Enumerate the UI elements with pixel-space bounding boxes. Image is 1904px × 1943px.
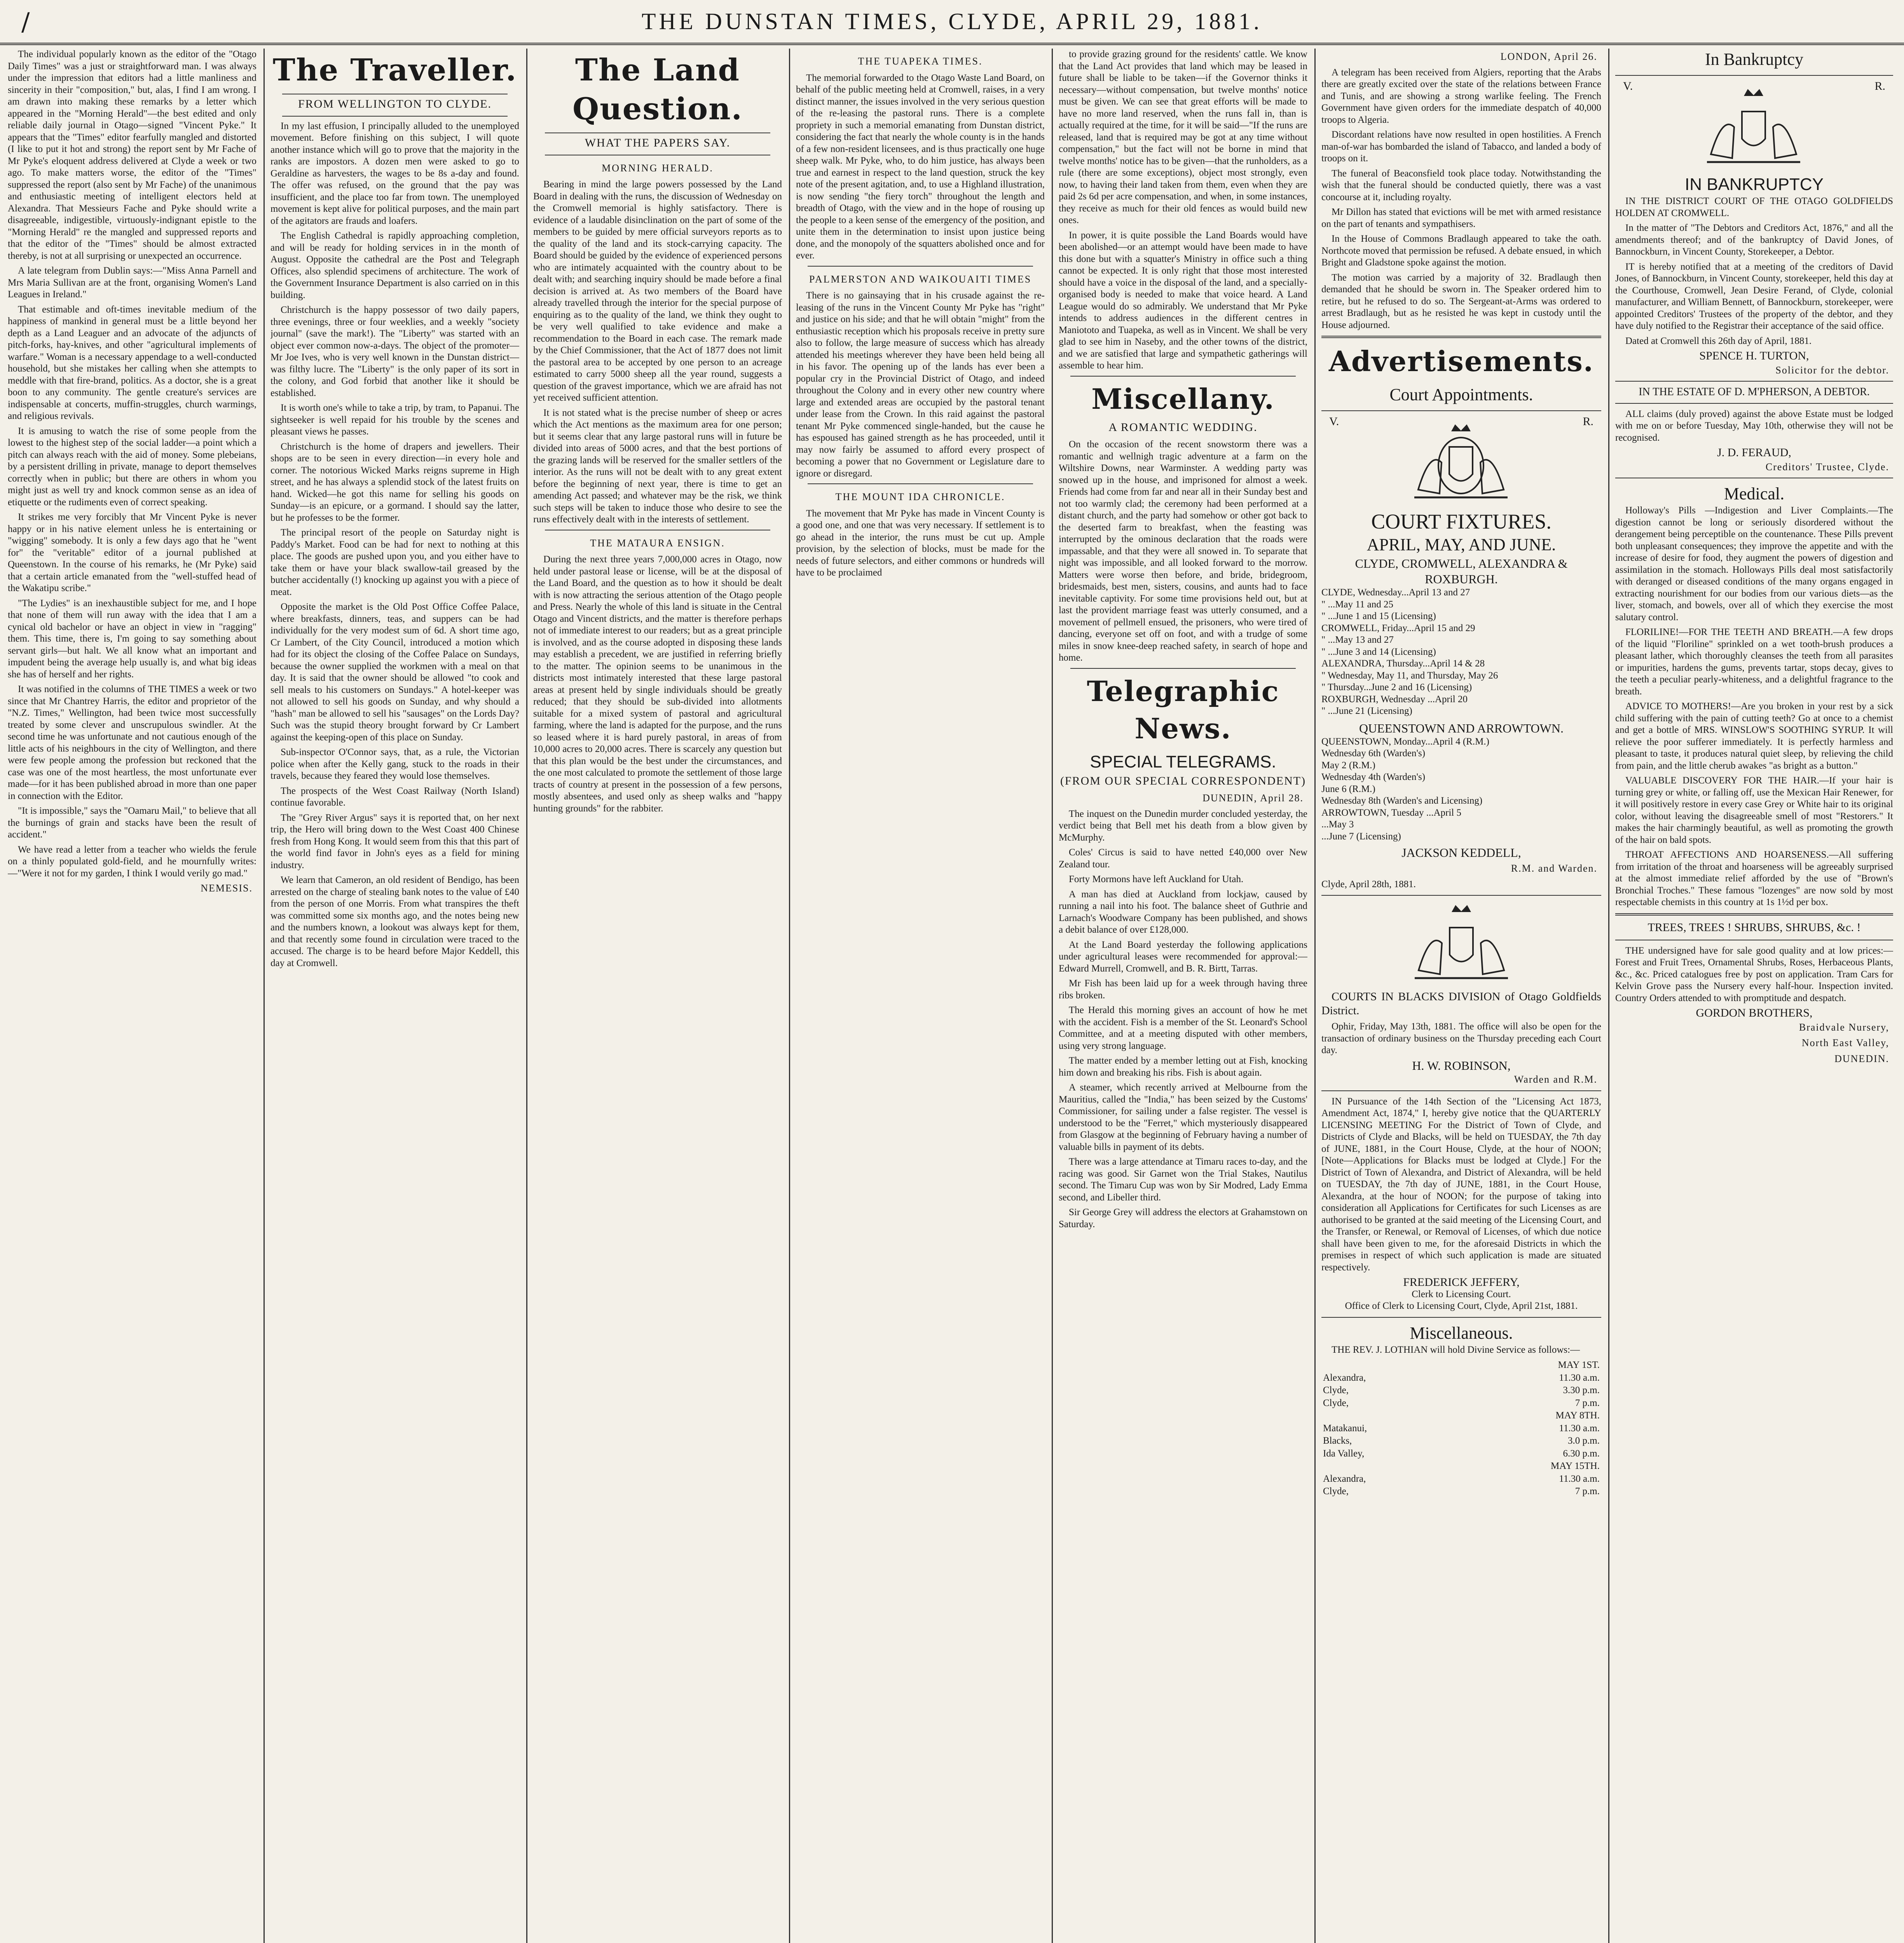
list-item: " ...June 3 and 14 (Licensing) xyxy=(1321,646,1436,657)
article-paragraph: At the Land Board yesterday the following applications under agricultural leases were recommended for approval:—Edward Murrell, Cromwell, and B. R. Birtt, Tarras. xyxy=(1059,939,1307,974)
list-item: May 2 (R.M.) xyxy=(1321,760,1375,771)
article-paragraph: Opposite the market is the Old Post Office Coffee Palace, where breakfasts, dinners, teas, and suppers can be had individually for the very modest sum of 6d. A short time ago, Cr Lambert, of the City Council, introduced a motion which had for its object the closing of the Coffee Palace on Sundays, because the owner supplied the workmen with a meal on that day. It is said that the owner should be allowed "to cook and sell meals to his customers on Sundays." A hotel-keeper was not allowed to sell his goods on Sunday, and why should a "hash" man be allowed to sell his "sausages" on the Lords Day? Such was the stupid theory brought forward by Cr Lambert against the keeping-open of this place on Sunday. xyxy=(271,602,519,743)
jeffery-role: Clerk to Licensing Court. xyxy=(1412,1289,1511,1299)
newspaper-title: THE DUNSTAN TIMES, CLYDE, APRIL 29, 1881. xyxy=(641,8,1263,34)
bankruptcy-heading: In Bankruptcy xyxy=(1705,50,1803,69)
article-paragraph: The principal resort of the people on Saturday night is Paddy's Market. Food can be had for next to nothing at this place. The goods are pushed upon you, and you either have to take them or have your black swallow-tail greased by the butcher accidentally (!) knocking up against you with a piece of meat. xyxy=(271,527,519,597)
service-time: 7 p.m. xyxy=(1575,1397,1600,1408)
feraud-name: J. D. FERAUD, xyxy=(1717,446,1791,459)
service-place: Alexandra, xyxy=(1323,1372,1366,1383)
ensign-paragraphs xyxy=(533,554,782,815)
keddell-name: JACKSON KEDDELL, xyxy=(1401,846,1521,860)
in-bankruptcy-title: IN BANKRUPTCY xyxy=(1685,175,1824,194)
column-6-cables-court xyxy=(1321,49,1601,1943)
article-paragraph: to provide grazing ground for the residents' cattle. We know that the Land Act provides that land which may be leased in future shall be liable to be taken—if the Governor thinks it necessary—without compensation, but twelve months' notice must be given. We can see that great efforts will be made to have no more land reserved, when the runs fall in, than is actually required at the time, for it will be said—"If the runs are released, land that is required may be got at any time without compensation," but the fact will not be borne in mind that twelve months' notice has to be given—that the runholders, as a rule (there are some exceptions), object most strongly, even now, to having their land taken from them, even when they are paid 2s 6d per acre compensation, and when, in some instances, they receive as much for their old fences as would build new ones. xyxy=(1059,49,1307,225)
list-item: " ...June 21 (Licensing) xyxy=(1321,706,1412,716)
court-fixtures-title: COURT FIXTURES. xyxy=(1371,510,1551,533)
medical-paragraphs xyxy=(1615,505,1893,909)
bankruptcy-court: IN THE DISTRICT COURT OF THE OTAGO GOLDFIELDS HOLDEN AT CROMWELL. xyxy=(1615,196,1893,218)
column-rule xyxy=(526,49,527,1943)
misc-paragraphs xyxy=(1059,439,1307,664)
service-row xyxy=(1321,1359,1601,1372)
traveller-subtitle: FROM WELLINGTON TO CLYDE. xyxy=(298,98,492,110)
service-place: Clyde, xyxy=(1323,1385,1349,1395)
service-row xyxy=(1321,1485,1601,1498)
article-paragraph: It is amusing to watch the rise of some people from the lowest to the highest step of the social ladder—a point which a pitch can always reach with the aid of money. Some plebeians, by a persistent drilling in private, manage to deport themselves correctly when in public; but there are others in whom you might just as well try and knock common sense as an idea of etiquette or the rudiments even of correct speaking. xyxy=(8,426,257,508)
telegraphic-news-title: Telegraphic News. xyxy=(1087,674,1279,745)
article-paragraph: It is not stated what is the precise number of sheep or acres which the Act mentions as the maximum area for one person; but it seems clear that any large pastoral runs will in future be divided into areas of 5000 acres, and that the best portions of the grazing lands will be reserved for the smaller settlers of the interior. As the runs will not be dealt with to any great extent before the beginning of next year, there is time to get an amending Act passed; and whatever may be the risk, we think such steps will be taken to induce those who desire to see the runs effectively dealt with in the interests of settlement. xyxy=(533,407,782,525)
service-time: MAY 1ST. xyxy=(1558,1360,1600,1370)
service-time: 6.30 p.m. xyxy=(1563,1448,1600,1459)
service-place: Ida Valley, xyxy=(1323,1448,1365,1459)
article-paragraph: Sir George Grey will address the electors at Grahamstown on Saturday. xyxy=(1059,1207,1307,1230)
article-paragraph: The English Cathedral is rapidly approaching completion, and will be ready for holding services in in the month of August. Opposite the cathedral are the Post and Telegraph Offices, also splendid specimens of architecture. The work of the Government Insurance Department is also carried on in this building. xyxy=(271,230,519,300)
article-paragraph: Mr Fish has been laid up for a week through having three ribs broken. xyxy=(1059,978,1307,1001)
article-paragraph: The "Grey River Argus" says it is reported that, on her next trip, the Hero will bring down to the West Coast 400 Chinese fresh from Hong Kong. It would seem from this that this part of the world find favor in John's eyes as a field for mining industry. xyxy=(271,812,519,870)
miscellaneous-heading: Miscellaneous. xyxy=(1410,1323,1513,1343)
turton-role: Solicitor for the debtor. xyxy=(1775,364,1889,376)
land-question-title: The Land Question. xyxy=(572,52,743,127)
service-row xyxy=(1321,1384,1601,1397)
service-time: 11.30 a.m. xyxy=(1559,1473,1600,1484)
special-telegrams-heading: SPECIAL TELEGRAMS. xyxy=(1090,752,1276,771)
robinson-role: Warden and R.M. xyxy=(1514,1074,1597,1085)
article-paragraph: A steamer, which recently arrived at Melbourne from the Mauritius, called the "India," has been seized by the Customs' Commissioner, for sailing under a false register. The vessel is understood to be the "Ferret," which mysteriously disappeared from Glasgow at the beginning of February having a number of valuable bills in payment of its debts. xyxy=(1059,1082,1307,1152)
jeffery-name: FREDERICK JEFFERY, xyxy=(1403,1276,1520,1289)
service-time: 7 p.m. xyxy=(1575,1486,1600,1496)
london-dateline: LONDON, April 26. xyxy=(1500,51,1597,62)
service-row xyxy=(1321,1372,1601,1385)
mataura-ensign-heading: THE MATAURA ENSIGN. xyxy=(590,537,725,549)
service-time: MAY 8TH. xyxy=(1555,1410,1600,1421)
gordon-brothers-name: GORDON BROTHERS, xyxy=(1696,1006,1813,1019)
service-row xyxy=(1321,1397,1601,1410)
service-time: 11.30 a.m. xyxy=(1559,1372,1600,1383)
article-paragraph: Forty Mormons have left Auckland for Utah. xyxy=(1069,874,1244,884)
romantic-wedding-heading: A ROMANTIC WEDDING. xyxy=(1108,420,1258,434)
queenstown-list xyxy=(1321,736,1601,843)
article-paragraph: THROAT AFFECTIONS AND HOARSENESS.—All suffering from irritation of the throat and hoarseness will be agreeably surprised at the almost immediate relief afforded by the use of "Brown's Bronchial Troches." These famous "lozenges" are now sold by most respectable chemists in this country at 1s 1½d per box. xyxy=(1615,849,1893,907)
list-item: " Wednesday, May 11, and Thursday, May 26 xyxy=(1321,670,1498,681)
article-paragraph: "The Lydies" is an inexhaustible subject for me, and I hope that none of them will run away with the idea that I am a cynical old bachelor or have an object in view in "ragging" them. This time, there is, I'm going to say something about servant girls—but halt. We all know what an important and impudent being the average help usually is, and what big ideas she has of herself and her rights. xyxy=(8,598,257,680)
article-paragraph: Mr Dillon has stated that evictions will be met with armed resistance on the part of tenants and sympathisers. xyxy=(1321,207,1601,229)
col2-paragraphs xyxy=(271,120,519,970)
list-item: ...June 7 (Licensing) xyxy=(1321,831,1401,842)
article-paragraph: A man has died at Auckland from lockjaw, caused by running a nail into his foot. The balance sheet of Guthrie and Larnach's Woodware Company has been published, and shows a debit balance of over £128,000. xyxy=(1059,889,1307,935)
list-item: ALEXANDRA, Thursday...April 14 & 28 xyxy=(1321,658,1485,669)
service-place: Clyde, xyxy=(1323,1486,1349,1496)
article-paragraph: The prospects of the West Coast Railway (North Island) continue favorable. xyxy=(271,785,519,808)
article-paragraph: Discordant relations have now resulted in open hostilities. A French man-of-war has bombarded the island of Tabacco, and landed a body of troops on it. xyxy=(1321,129,1601,164)
list-item: " ...May 11 and 25 xyxy=(1321,599,1393,610)
list-item: QUEENSTOWN, Monday...April 4 (R.M.) xyxy=(1321,736,1489,747)
service-place xyxy=(1321,1460,1454,1473)
article-paragraph: Sub-inspector O'Connor says, that, as a rule, the Victorian police when after the Kelly gang, stuck to the roads in their travels, because they feared they would lose themselves. xyxy=(271,747,519,781)
article-paragraph: VALUABLE DISCOVERY FOR THE HAIR.—If your hair is turning grey or white, or falling off, use the Mexican Hair Renewer, for it will positively restore in every case Grey or White hair to its original color, without leaving the disagreeable smell of most "Restorers." It makes the hair charmingly beautiful, as well as promoting the growth of the hair on bald spots. xyxy=(1615,775,1893,845)
robinson-name: H. W. ROBINSON, xyxy=(1412,1058,1511,1073)
article-paragraph: The motion was carried by a majority of 32. Bradlaugh then demanded that he should be sworn in. The Speaker ordered him to retire, but he refused to do so. The Sergeant-at-Arms was ordered to arrest Bradlaugh, but as he resisted he was kept in custody until the House adjourned. xyxy=(1321,272,1601,330)
service-row xyxy=(1321,1448,1601,1460)
article-paragraph: We learn that Cameron, an old resident of Bendigo, has been arrested on the charge of stealing bank notes to the value of £40 from the person of one Morris. From what transpires the theft was committed some six months ago, and the notes being new and the numbers known, a lookout was always kept for them, and that recently some found in circulation were traced to the accused. The charge is to be heard before Major Keddell, this day at Cromwell. xyxy=(271,875,519,968)
bankruptcy-notice: IT is hereby notified that at a meeting of the creditors of David Jones, of Bannockburn, in Vincent County, storekeeper, held this day at the Courthouse, Cromwell, Jean Desire Ferand, of Clyde, colonial manufacturer, and William Bennett, of Bannockburn, storekeeper, were appointed Creditors' Trustees of the property of the debtor, and they have duly notified to the Registrar their acceptance of the said office. xyxy=(1615,261,1893,331)
service-place xyxy=(1321,1359,1454,1372)
article-paragraph: Coles' Circus is said to have netted £40,000 over New Zealand tour. xyxy=(1059,847,1307,870)
article-paragraph: Christchurch is the happy possessor of two daily papers, three evenings, three or four weeklies, and a weekly "society journal" (save the mark!). The "Liberty" was started with an object ever common now-a-days. The object of the promoter—Mr Joe Ives, who is very well known in the Dunstan district—was filthy lucre. The "Liberty" is the only paper of its sort in the colony, and God forbid that another like it should be established. xyxy=(271,305,519,398)
nursery-address-3: DUNEDIN. xyxy=(1834,1053,1889,1064)
column-1-editorial xyxy=(8,49,257,1943)
article-paragraph: It strikes me very forcibly that Mr Vincent Pyke is never happy or in his native element unless he is entertaining or "wigging" somebody. It is only a few days ago that he "went for" the "veritable" editor of a journal published at Queenstown. In the course of his remarks, he (Mr Pyke) said that a certain article emanated from the "well-stuffed head of the Wakatipu scribe." xyxy=(8,512,257,593)
service-place: Blacks, xyxy=(1323,1435,1352,1446)
list-item: CROMWELL, Friday...April 15 and 29 xyxy=(1321,623,1475,633)
service-intro: THE REV. J. LOTHIAN will hold Divine Service as follows:— xyxy=(1332,1344,1580,1355)
telegram-paragraphs xyxy=(1059,808,1307,1231)
article-paragraph: ADVICE TO MOTHERS!—Are you broken in your rest by a sick child suffering with the pain of cutting teeth? Go at once to a chemist and get a bottle of MRS. WINSLOW'S SOOTHING SYRUP. It will relieve the poor sufferer immediately. It is perfectly harmless and pleasant to taste, it produces natural quiet sleep, by relieving the child from pain, and the little cherub awakes "as bright as a button." xyxy=(1615,701,1893,771)
article-paragraph: That estimable and oft-times inevitable medium of the happiness of mankind in general must be a little beyond her depth as a Land Leaguer and an advocate of the adjuncts of pitch-forks, hay-knives, and other "agricultural implements of warfare." Woman is a necessary appendage to a well-conducted household, but she mistakes her calling when she attempts to meddle with that fire-brand, politics. As a doctor, she is a great boon to any community. The gentle creature's services are indispensable at concerts, muffin-struggles, church warmings, and religious revivals. xyxy=(8,304,257,421)
herald-paragraphs xyxy=(533,179,782,526)
article-paragraph: The Herald this morning gives an account of how he met with the accident. Fish is a member of the St. Leonard's School Committee, and at a meeting disputed with other members, using very strong language. xyxy=(1059,1005,1307,1051)
court-appointments-heading: Court Appointments. xyxy=(1389,385,1533,404)
palmerston-paragraphs xyxy=(796,290,1045,480)
medical-heading: Medical. xyxy=(1724,484,1785,503)
article-paragraph: We have read a letter from a teacher who wields the ferule on a thinly populated gold-field, and he mournfully writes:—"Were it not for my garden, I think I would verily go mad." xyxy=(8,844,257,879)
article-paragraph: The memorial forwarded to the Otago Waste Land Board, on behalf of the public meeting held at Cromwell, raises, in a very distinct manner, the issues involved in the very serious question of the re-leasing the pastoral runs. There is a complete propriety in such a memorial emanating from Dunstan district, considering the fact that nearly the whole county is in the hands of a few non-resident licensees, and is thus practically one huge sheep walk. Mr Pyke, who, to do him justice, has always been true and earnest in respect to the land question, struck the key note of the present agitation, and, to use a Highland illustration, is now sending "the fiery torch" throughout the length and breadth of Otago, with the view and in the hope of rousing up the people to a keen sense of the emergency of the position, and unite them in the determination to insist upon justice being done, and the monopoly of the squatters abolished once and for ever. xyxy=(796,72,1045,261)
article-paragraph: In the House of Commons Bradlaugh appeared to take the oath. Northcote moved that permission be refused. A debate ensued, in which Bright and Gladstone spoke against the motion. xyxy=(1321,234,1601,268)
feraud-role: Creditors' Trustee, Clyde. xyxy=(1765,461,1889,473)
miscellany-title: Miscellany. xyxy=(1091,382,1275,415)
column-4-press-extracts xyxy=(796,49,1045,1943)
service-place xyxy=(1321,1409,1454,1422)
service-row xyxy=(1321,1435,1601,1448)
masthead xyxy=(0,0,1904,45)
palmerston-times-heading: PALMERSTON AND WAIKOUAITI TIMES xyxy=(809,273,1032,285)
blacks-division-text: Ophir, Friday, May 13th, 1881. The office will also be open for the transaction of ordinary business on the Thursday preceding each Court day. xyxy=(1321,1021,1601,1055)
list-item: Wednesday 4th (Warden's) xyxy=(1321,772,1426,782)
nursery-address-1: Braidvale Nursery, xyxy=(1799,1021,1889,1033)
list-item: " Thursday...June 2 and 16 (Licensing) xyxy=(1321,682,1472,692)
traveller-title: The Traveller. xyxy=(272,52,517,88)
service-row xyxy=(1321,1409,1601,1422)
article-paragraph: Christchurch is the home of drapers and jewellers. Their shops are to be seen in every direction—in every hole and corner. The notorious Wicked Marks reigns supreme in High street, and he has always a splendid stock of the latest fruits on hand. Wicked—he got this name for selling his goods on Sunday—is an epicure, or a gormand. I should say the latter, but he professes to be the former. xyxy=(271,441,519,523)
correspondent-note: (FROM OUR SPECIAL CORRESPONDENT) xyxy=(1060,774,1306,787)
service-place: Matakanui, xyxy=(1323,1423,1367,1434)
col5-paragraphs xyxy=(1059,49,1307,372)
crest-v: V. xyxy=(1329,415,1339,428)
blacks-division-title: COURTS IN BLACKS DIVISION of Otago Goldfields District. xyxy=(1321,990,1601,1017)
article-paragraph: The inquest on the Dunedin murder concluded yesterday, the verdict being that Bell met his death from a blow given by McMurphy. xyxy=(1059,808,1307,843)
licensing-notice: IN Pursuance of the 14th Section of the "Licensing Act 1873, Amendment Act, 1874," I, hereby give notice that the QUARTERLY LICENSING MEETING For the District of Town of Clyde, and Districts of Clyde and Blacks, will be held on TUESDAY, the 7th day of JUNE, 1881, in the Court House, Clyde, at the hour of NOON; [Note—Applications for Blacks must be lodged at Clyde.] For the District of Town of Alexandra, and District of Alexandra, will be held on TUESDAY, the 7th day of JUNE, 1881, in the Court House, Alexandra, at the hour of NOON; for the purpose of taking into consideration all Applications for Certificates for such Licenses as are authorised to be granted at the said meeting of the Licensing Court, and the Transfer, or Renewal, or Removal of Licenses, of which due notice shall have been given to me, for the aforesaid Districts in which the premises in respect of which such application is made are situated respectively. xyxy=(1321,1096,1601,1273)
article-paragraph: "It is impossible," says the "Oamaru Mail," to believe that all the burnings of grain and stacks have been the result of accident." xyxy=(8,806,257,840)
estate-heading: IN THE ESTATE OF D. M'PHERSON, A DEBTOR. xyxy=(1639,386,1870,398)
service-place: Alexandra, xyxy=(1323,1473,1366,1484)
nursery-address-2: North East Valley, xyxy=(1801,1037,1889,1048)
crest-r: R. xyxy=(1583,415,1593,428)
bankruptcy-dated: Dated at Cromwell this 26th day of April, 1881. xyxy=(1625,335,1812,346)
service-table xyxy=(1321,1359,1601,1498)
article-paragraph: Bearing in mind the large powers possessed by the Land Board in dealing with the runs, the discussion of Wednesday on the Cromwell memorial is highly satisfactory. There is evidence of a laudable disinclination on the part of some of the members to be guided by mere official surveyors reports as to the quality of the land and its stock-carrying capacity. The Board should be guided by the evidence of experienced persons who are intimately acquainted with the country about to be dealt with; and searching inquiry should be made before a final decision is arrived at. As two members of the Board have already travelled through the interior for the special purpose of enquiring as to the quality of the land, we think they ought to be very well qualified to take evidence and make a recommendation to the Board in each case. The remark made by the Chief Commissioner, that the Act of 1877 does not limit the pastoral area to be accepted by one person to an acreage estimated to carry 5000 sheep all the year round, suggests a question of the gravest importance, which we are afraid has not yet received sufficient attention. xyxy=(533,179,782,403)
article-paragraph: In my last effusion, I principally alluded to the unemployed movement. Before finishing on this subject, I will quote another instance which will go to prove that the majority in the ranks are impostors. A dozen men were asked to go to Geraldine as harvesters, the wages to be 8s a-day and found. The offer was refused, on the ground that the pay was insufficient, and the place too far from town. The unemployed movement is kept alive for political purposes, and the main part of the agitators are frauds and loafers. xyxy=(271,120,519,226)
royal-coat-of-arms-icon xyxy=(1680,84,1827,170)
list-item: ...May 3 xyxy=(1321,819,1354,830)
keddell-date: Clyde, April 28th, 1881. xyxy=(1321,879,1416,890)
article-paragraph: On the occasion of the recent snowstorm there was a romantic and wellnigh tragic adventure at a farm on the Wiltshire Downs, near Warminster. A wedding party was snowed up in the house, and imprisoned for almost a week. Friends had come from far and near all in their Sunday best and not too warmly clad; the ceremony had been performed at a distant church, and the party had somehow or other got back to the deserted farm to breakfast, when the feasting was interrupted by the ominous declaration that the roads were impassable, and that they were all snowed in. To separate that night was impossible, and all looked forward to the morrow. Matters were worse then before, and bride, bridegroom, bridesmaids, best men, sisters, cousins, and aunts had to face inevitable captivity. For some time provisions held out, but at last the provident marriage feast was utterly consumed, and a movement of pellmell ensued, the prisoners, who were tired of dancing, everyone set off on foot, and with a trudge of some miles in snow knee-deep reached safety, in search of hope and home. xyxy=(1059,439,1307,663)
article-paragraph: It is worth one's while to take a trip, by tram, to Papanui. The sightseeker is well repaid for his trouble by the scenes and pleasant views he passes. xyxy=(271,403,519,437)
article-paragraph: The movement that Mr Pyke has made in Vincent County is a good one, and one that was very necessary. If settlement is to go ahead in the interior, the runs must be cut up. Ample provision, by the selection of blocks, must be made for the needs of future selectors, and either commons or hundreds will have to be proclaimed xyxy=(796,508,1045,578)
column-7-bankruptcy-medical xyxy=(1615,49,1893,1943)
article-paragraph: The funeral of Beaconsfield took place today. Notwithstanding the wish that the funeral should be conducted quietly, there was a vast concourse at it, including royalty. xyxy=(1321,168,1601,202)
list-item: ARROWTOWN, Tuesday ...April 5 xyxy=(1321,807,1461,818)
queenstown-heading: QUEENSTOWN AND ARROWTOWN. xyxy=(1359,721,1564,735)
article-paragraph: A late telegram from Dublin says:—"Miss Anna Parnell and Mrs Maria Sullivan are at the front, organising Women's Land Leagues in Ireland." xyxy=(8,265,257,300)
col1-paragraphs xyxy=(8,49,257,879)
column-3-land-question xyxy=(533,49,782,1943)
estate-notice: ALL claims (duly proved) against the above Estate must be lodged with me on or before Tuesday, May 10th, otherwise they will not be recognised. xyxy=(1615,408,1893,443)
royal-coat-of-arms-icon xyxy=(1387,420,1535,505)
bankruptcy-matter: In the matter of "The Debtors and Creditors Act, 1876," and all the amendments thereof; and of the bankruptcy of David Jones, of Bannockburn, in Vincent County, Storekeeper, a Debtor. xyxy=(1615,223,1893,257)
article-paragraph: There is no gainsaying that in his crusade against the re-leasing of the runs in the Vincent County Mr Pyke has "right" and justice on his side; and that he will obtain "might" from the enthusiastic reception which his proposals receive in pretty sure also to follow, the large measure of success which has already attended his meetings wherever they have been held being all in his favor. The opening up of the lands has ever been a popular cry in the Provincial District of Otago, and indeed throughout the Colony and in every other new country where large and extended areas are occupied by the pastoral tenant under lease from the Crown. In this raid against the pastoral tenant Mr Pyke commenced single-handed, but the cause he has espoused has gained strength as he has proceeded, until it may now fairly be assumed to afford every prospect of becoming a power that no Government or Legislature dare to ignore or disregard. xyxy=(796,290,1045,479)
service-place: Clyde, xyxy=(1323,1397,1349,1408)
service-time: 3.0 p.m. xyxy=(1568,1435,1600,1446)
cable-paragraphs xyxy=(1321,67,1601,331)
column-rule xyxy=(789,49,790,1943)
service-time: 3.30 p.m. xyxy=(1563,1385,1600,1395)
dunedin-dateline: DUNEDIN, April 28. xyxy=(1202,792,1304,804)
morning-herald-heading: MORNING HERALD. xyxy=(602,162,714,174)
column-rule xyxy=(1052,49,1053,1943)
service-row xyxy=(1321,1422,1601,1435)
article-paragraph: A telegram has been received from Algiers, reporting that the Arabs there are greatly excited over the state of the relations between France and Tunis, and are showing a strong warlike feeling. The French Government have given orders for the immediate despatch of 40,000 troops to Algeria. xyxy=(1321,67,1601,125)
list-item: " ...May 13 and 27 xyxy=(1321,635,1394,645)
land-question-subtitle: WHAT THE PAPERS SAY. xyxy=(585,136,731,149)
court-fixtures-subtitle: APRIL, MAY, AND JUNE. xyxy=(1366,535,1556,554)
article-paragraph: Holloway's Pills —Indigestion and Liver Complaints.—The digestion cannot be long or seriously disordered without the derangement being perceptible on the countenance. These Pills prevent both unpleasant consequences; they improve the appetite and with the increase of desire for food, they augment the powers of digestion and assimilation in the stomach. Holloways Pills deal most satisfactorily with deranged or diseased conditions of the many organs engaged in extracting nourishment for our bodies from our various diets—as the liver, stomach, and bowels, over all of which they exercise the most salutary control. xyxy=(1615,505,1893,623)
page-columns xyxy=(0,49,1904,1943)
trees-notice: THE undersigned have for sale good quality and at low prices:— Forest and Fruit Trees, Ornamental Shrubs, Roses, Herbaceous Plants, &c., &c. Priced catalogues free by post on application. Tram Cars for Kelvin Grove pass the Nursery every half-hour. Inspection invited. Country Orders attended to with promptitude and despatch. xyxy=(1615,945,1893,1003)
mount-ida-heading: THE MOUNT IDA CHRONICLE. xyxy=(835,491,1005,502)
column-5-misc-telegraphic xyxy=(1059,49,1307,1943)
keddell-role: R.M. and Warden. xyxy=(1511,863,1597,874)
jeffery-office: Office of Clerk to Licensing Court, Clyde, April 21st, 1881. xyxy=(1345,1301,1578,1311)
royal-coat-of-arms-icon xyxy=(1387,900,1535,986)
service-row xyxy=(1321,1473,1601,1486)
article-paragraph: It was notified in the columns of THE TIMES a week or two since that Mr Chantrey Harris, the editor and proprietor of the "N.Z. Times," Wellington, had been twice most successfully treated by some clever and unscrupulous swindler. At the second time he was unfortunate and not cautious enough of the little acts of his neighbours in the city of Wellington, and there were few people among the profession but reckoned that the case was one of the most heartless, the most unfortunate ever made—for it has been published abroad in more than one paper in connection with the Editor. xyxy=(8,684,257,801)
nemesis-signature: NEMESIS. xyxy=(201,883,253,894)
list-item: ROXBURGH, Wednesday ...April 20 xyxy=(1321,694,1468,705)
article-paragraph: FLORILINE!—FOR THE TEETH AND BREATH.—A few drops of the liquid "Floriline" sprinkled on a wet tooth-brush produces a pleasant lather, which thoroughly cleanses the teeth from all parasites or impurities, hardens the gums, prevents tartar, stops decay, gives to the teeth a peculiar pearly-whiteness, and a delightful fragrance to the breath. xyxy=(1615,627,1893,697)
article-paragraph: The matter ended by a member letting out at Fish, knocking him down and breaking his ribs. Fish is about again. xyxy=(1059,1055,1307,1078)
fixtures-list xyxy=(1321,587,1601,717)
service-row xyxy=(1321,1460,1601,1473)
column-rule xyxy=(264,49,265,1943)
column-2-traveller xyxy=(271,49,519,1943)
trees-heading: TREES, TREES ! SHRUBS, SHRUBS, &c. ! xyxy=(1647,921,1861,934)
list-item: June 6 (R.M.) xyxy=(1321,783,1375,794)
list-item: CLYDE, Wednesday...April 13 and 27 xyxy=(1321,587,1470,598)
mount-ida-paragraphs xyxy=(796,508,1045,579)
court-fixtures-places: CLYDE, CROMWELL, ALEXANDRA & ROXBURGH. xyxy=(1355,556,1568,586)
column-rule xyxy=(1314,49,1316,1943)
tuapeka-times-heading: THE TUAPEKA TIMES. xyxy=(858,56,983,67)
service-time: 11.30 a.m. xyxy=(1559,1423,1600,1434)
list-item: Wednesday 8th (Warden's and Licensing) xyxy=(1321,795,1483,806)
article-paragraph: The individual popularly known as the editor of the "Otago Daily Times" was a just or straightforward man. I was always under the impression that editors had a little manliness and sincerity in their "composition," but, alas, I find I am wrong. I am drawn into making these remarks by a letter which appeared in the "Morning Herald"—the best edited and only reliable daily journal in Otago—signed "Vincent Pyke." It appears that the "Times" editor fearfully mangled and distorted (I like to put it hot and strong) the report sent by Mr Fache of Mr Pyke's eloquent address delivered at Clyde a week or two ago. To make matters worse, the editor of the "Times" suppressed the report (also sent by Mr Fache) of the unanimous and enthusiastic meeting of intelligent electors held at Alexandra. That Messieurs Fache and Pyke should write a disagreeable, indigestible, virtuously-indignant epistle to the "Morning Herald" re the mangled and suppressed reports and that the editor of the "Times" should be almost extracted thereby, is not at all surprising or unexpected an occurrence. xyxy=(8,49,257,261)
article-paragraph: In power, it is quite possible the Land Boards would have been abolished—or an attempt would have been made to have this done but with a squatter's Ministry in office such a thing cannot be expected. It is only right that those most interested should have a voice in the disposal of the land, and a specially-organised body is needed to make that voice heard. A Land League would do so admirably. We understand that Mr Pyke intends to address audiences in the different centres in Maniototo and Tuapeka, as well as in Vincent. We shall be very glad to see him in Naseby, and the other towns of the district, and we are satisfied that large and sympathetic gatherings will assemble to hear him. xyxy=(1059,230,1307,371)
advertisements-title: Advertisements. xyxy=(1329,345,1594,378)
bankruptcy-crest-r: R. xyxy=(1874,80,1885,92)
corner-mark: / xyxy=(21,8,30,37)
column-rule xyxy=(1608,49,1609,1943)
tuapeka-paragraphs xyxy=(796,72,1045,262)
list-item: " ...June 1 and 15 (Licensing) xyxy=(1321,611,1436,621)
turton-name: SPENCE H. TURTON, xyxy=(1699,349,1809,362)
service-time: MAY 15TH. xyxy=(1551,1461,1600,1471)
article-paragraph: There was a large attendance at Timaru races to-day, and the racing was good. Sir Garnet won the Trial Stakes, Nautilus second. The Timaru Cup was won by Sir Modred, Lady Emma second, and Libeller third. xyxy=(1059,1156,1307,1203)
bankruptcy-crest-v: V. xyxy=(1623,80,1633,92)
article-paragraph: During the next three years 7,000,000 acres in Otago, now held under pastoral lease or license, will be at the disposal of the Land Board, and the question as to how it should be dealt with is now attracting the serious attention of the Otago people and Press. Nearly the whole of this land is situate in the Central Otago and Vincent districts, and the matter is therefore perhaps not of immediate interest to our readers; but as a great principle is involved, and as the course adopted in disposing these lands may establish a precedent, we are justified in referring briefly to the matter. The opinion seems to be unanimous in the districts most intimately interested that these large pastoral areas at present held by single individuals should be greatly reduced; that they should be sub-divided into allotments suitable for a mixed system of pastoral and agricultural farming, where the land is adapted for the purpose, and the runs so leased where it is hard purely pastoral, in areas of from 10,000 acres to 20,000 acres. There is scarcely any question but that this plan would be the best under the circumstances, and the one most calculated to promote the settlement of those large tracts of country at present in the possession of a few persons, mostly absentees, and used only as sheep walks and "happy hunting grounds" for the rabbiter. xyxy=(533,554,782,814)
list-item: Wednesday 6th (Warden's) xyxy=(1321,748,1426,759)
